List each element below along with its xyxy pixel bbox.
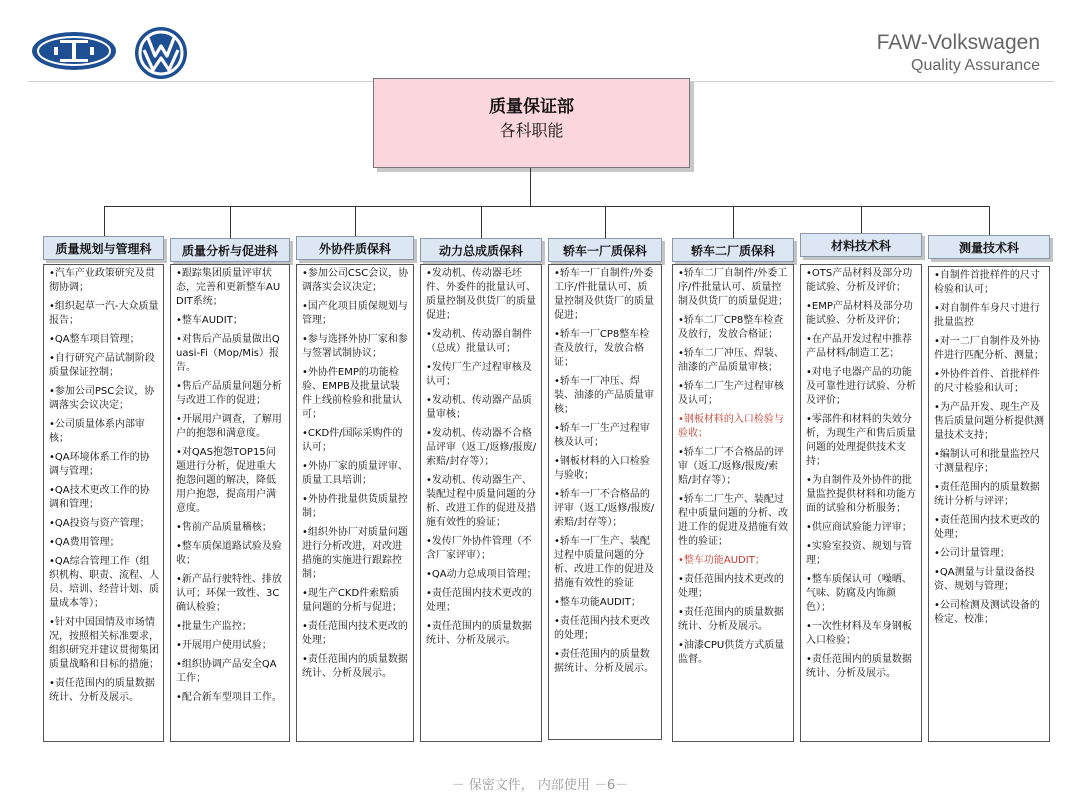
responsibility-item: •轿车一厂CP8整车检查及放行，发放合格证； xyxy=(554,329,650,368)
responsibility-item: •责任范围内技术更改的处理； xyxy=(554,616,650,641)
responsibility-item: •CKD件/国际采购件的认可； xyxy=(302,428,403,453)
dept-header: 轿车二厂质保科 xyxy=(672,238,794,262)
responsibility-item: •对一二厂自制件及外协件进行匹配分析、测量； xyxy=(934,336,1044,361)
responsibility-item: •QA投资与资产管理； xyxy=(49,518,150,529)
responsibility-item: •组织起草一汽-大众质量报告； xyxy=(49,301,159,326)
connector-drop xyxy=(605,206,606,238)
responsibility-item: •一次性材料及车身钢板入口检验； xyxy=(806,621,912,646)
responsibility-item: •发动机、传动器产品质量审核； xyxy=(426,395,532,420)
responsibility-item: •自制件首批样件的尺寸检验和认可； xyxy=(934,270,1040,295)
dept-body xyxy=(420,264,542,742)
responsibility-item: •零部件和材料的失效分析，为现生产和售后质量问题的处理提供技术支持； xyxy=(806,414,916,467)
responsibility-item: •责任范围内技术更改的处理； xyxy=(678,574,784,599)
responsibility-item: •自行研究产品试制阶段质量保证控制； xyxy=(49,353,155,378)
responsibility-item: •编制认可和批量监控尺寸测量程序； xyxy=(934,449,1040,474)
brand-name: FAW-Volkswagen xyxy=(876,31,1040,54)
responsibility-item: •QA测量与计量设备投资、规划与管理； xyxy=(934,567,1035,592)
responsibility-item: •轿车一厂生产过程审核及认可； xyxy=(554,423,650,448)
responsibility-item: •实验室投资、规划与管理； xyxy=(806,541,912,566)
responsibility-item: •售后产品质量问题分析与改进工作的促进； xyxy=(176,381,282,406)
responsibility-item: •发传厂外协件管理（不含厂家评审）； xyxy=(426,536,532,561)
responsibility-item: •责任范围内技术更改的处理； xyxy=(302,621,408,646)
responsibility-item: •参加公司PSC会议，协调落实会议决定； xyxy=(49,386,155,411)
responsibility-item: •轿车一厂不合格品的评审（返工/返修/报废/索赔/封存等）； xyxy=(554,489,655,528)
connector-drop xyxy=(104,206,105,236)
responsibility-item: •供应商试验能力评审； xyxy=(806,522,912,533)
connector-bus xyxy=(104,206,990,207)
responsibility-item: •对QAS抱怨TOP15问题进行分析，促进重大抱怨问题的解决，降低用户抱怨，提高用户满意度。 xyxy=(176,447,276,514)
responsibility-item: •发动机、传动器自制件（总成）批量认可； xyxy=(426,329,532,354)
dept-body xyxy=(170,264,290,742)
connector-drop xyxy=(230,206,231,238)
responsibility-item: •开展用户调查，了解用户的抱怨和满意度。 xyxy=(176,414,282,439)
department-head-title: 质量保证部 xyxy=(489,97,574,117)
dept-body xyxy=(800,264,922,742)
responsibility-item: •轿车二厂生产、装配过程中质量问题的分析、改进工作的促进及措施有效性的验证； xyxy=(678,494,788,547)
connector-drop xyxy=(861,206,862,233)
responsibility-item: •责任范围内的质量数据统计、分析及展示。 xyxy=(678,607,784,632)
responsibility-item: •发传厂生产过程审核及认可； xyxy=(426,362,532,387)
responsibility-item: •钢板材料的入口检验与验收； xyxy=(554,456,650,481)
responsibility-item: •发动机、传动器生产、装配过程中质量问题的分析、改进工作的促进及措施有效性的验证； xyxy=(426,475,536,528)
dept-header: 测量技术科 xyxy=(928,235,1050,259)
faw-logo xyxy=(30,30,118,72)
responsibility-item: •OTS产品材料及部分功能试验、分析及评价； xyxy=(806,268,913,293)
dept-header: 质量分析与促进科 xyxy=(170,238,290,262)
responsibility-item: •新产品行驶特性、排放认可；环保一致性、3C确认检验； xyxy=(176,574,282,613)
responsibility-item: •整车功能AUDIT； xyxy=(678,555,765,566)
responsibility-item: •批量生产监控； xyxy=(176,621,252,632)
responsibility-item: •针对中国国情及市场情况，按照相关标准要求，组织研究并建议贯彻集团质量战略和目标的措施； xyxy=(49,617,159,670)
dept-header: 质量规划与管理科 xyxy=(43,236,164,260)
responsibility-item: •发动机、传动器毛坯件、外委件的批量认可、质量控制及供货厂的质量促进； xyxy=(426,268,536,321)
responsibility-item: •公司质量体系内部审核； xyxy=(49,419,145,444)
responsibility-item: •轿车二厂CP8整车检查及放行，发放合格证； xyxy=(678,315,784,340)
connector-main xyxy=(530,168,531,206)
connector-drop xyxy=(733,206,734,238)
responsibility-item: •参与选择外协厂家和参与签署试制协议； xyxy=(302,334,408,359)
responsibility-item: •开展用户使用试验； xyxy=(176,640,272,651)
footer-text: － 保密文件， 内部使用 －6－ xyxy=(451,778,629,793)
responsibility-item: •QA动力总成项目管理； xyxy=(426,569,537,580)
department-head-box xyxy=(373,78,690,168)
responsibility-item: •责任范围内的质量数据统计、分析及展示。 xyxy=(554,649,654,674)
responsibility-item: •组织外协厂对质量问题进行分析改进，对改进措施的实施进行跟踪控制； xyxy=(302,527,408,580)
dept-body xyxy=(43,264,164,742)
responsibility-item: •责任范围内技术更改的处理； xyxy=(934,515,1040,540)
connector-drop xyxy=(989,206,990,235)
responsibility-item: •对电子电器产品的功能及可靠性进行试验、分析及评价； xyxy=(806,367,916,406)
responsibility-item: •轿车一厂自制件/外委工序/件批量认可、质量控制及供货厂的质量促进； xyxy=(554,268,654,321)
responsibility-item: •组织协调产品安全QA工作； xyxy=(176,659,277,684)
responsibility-item: •对售后产品质量做出Quasi-Fi（Mop/Mis）报告。 xyxy=(176,334,280,373)
responsibility-item: •钢板材料的入口检验与验收； xyxy=(678,414,784,439)
responsibility-item: •在产品开发过程中推荐产品材料/制造工艺； xyxy=(806,334,912,359)
responsibility-item: •责任范围内的质量数据统计、分析及展示。 xyxy=(806,654,912,679)
responsibility-item: •整车质保认可（噪晒、气味、防腐及内饰颜色）； xyxy=(806,574,912,613)
responsibility-item: •国产化项目质保规划与管理； xyxy=(302,301,408,326)
dept-header: 轿车一厂质保科 xyxy=(548,238,662,262)
responsibility-item: •参加公司CSC会议，协调落实会议决定； xyxy=(302,268,409,293)
responsibility-item: •轿车二厂不合格品的评审（返工/返修/报废/索赔/封存等）； xyxy=(678,447,784,486)
dept-body xyxy=(672,264,794,742)
responsibility-item: •轿车一厂冲压、焊装、油漆的产品质量审核； xyxy=(554,376,654,415)
dept-header: 材料技术科 xyxy=(800,233,922,257)
responsibility-item: •QA整车项目管理； xyxy=(49,334,140,345)
volkswagen-logo xyxy=(134,26,188,80)
responsibility-item: •发动机、传动器不合格品评审（返工/返修/报废/索赔/封存等）； xyxy=(426,428,537,467)
responsibility-item: •现生产CKD件索赔质量问题的分析与促进； xyxy=(302,588,402,613)
responsibility-item: •责任范围内的质量数据统计、分析及展示。 xyxy=(49,678,155,703)
responsibility-item: •轿车二厂自制件/外委工序/件批量认可、质量控制及供货厂的质量促进； xyxy=(678,268,788,307)
responsibility-item: •责任范围内的质量数据统计、分析及展示。 xyxy=(426,621,532,646)
responsibility-item: •外协件批量供货质量控制； xyxy=(302,494,408,519)
responsibility-item: •油漆CPU供货方式质量监督。 xyxy=(678,640,785,665)
responsibility-item: •为自制件及外协件的批量监控提供材料和功能方面的试验和分析服务； xyxy=(806,475,916,514)
responsibility-item: •跟踪集团质量评审状态，完善和更新整车AUDIT系统； xyxy=(176,268,281,307)
responsibility-item: •责任范围内的质量数据统计、分析及展示。 xyxy=(302,654,408,679)
responsibility-item: •汽车产业政策研究及贯彻协调； xyxy=(49,268,155,293)
dept-header: 动力总成质保科 xyxy=(420,238,542,262)
department-head-subtitle: 各科职能 xyxy=(499,121,564,140)
brand-block xyxy=(877,30,1040,76)
responsibility-item: •公司检测及测试设备的检定、校准； xyxy=(934,600,1040,625)
responsibility-item: •外协厂家的质量评审、质量工具培训； xyxy=(302,461,408,486)
responsibility-item: •外协件EMP的功能检验、EMPB及批量试装件上线前检验和批量认可； xyxy=(302,367,402,420)
connector-drop xyxy=(355,206,356,236)
responsibility-item: •QA费用管理； xyxy=(49,537,120,548)
responsibility-item: •轿车一厂生产、装配过程中质量问题的分析、改进工作的促进及措施有效性的验证 xyxy=(554,536,654,589)
responsibility-item: •整车AUDIT； xyxy=(176,315,243,326)
responsibility-item: •QA综合管理工作（组织机构、职责、流程、人员、培训、经营计划、质量成本等）； xyxy=(49,556,159,609)
responsibility-item: •责任范围内技术更改的处理； xyxy=(426,588,532,613)
responsibility-item: •售前产品质量稽核； xyxy=(176,522,272,533)
responsibility-item: •EMP产品材料及部分功能试验、分析及评价； xyxy=(806,301,913,326)
dept-body xyxy=(296,264,414,742)
responsibility-item: •整车功能AUDIT； xyxy=(554,597,641,608)
responsibility-item: •公司计量管理； xyxy=(934,548,1010,559)
responsibility-item: •整车质保道路试验及验收； xyxy=(176,541,282,566)
responsibility-item: •QA环境体系工作的协调与管理； xyxy=(49,452,150,477)
brand-subtitle: Quality Assurance xyxy=(911,57,1040,74)
connector-drop xyxy=(481,206,482,238)
dept-body xyxy=(548,264,662,740)
responsibility-item: •对自制件车身尺寸进行批量监控 xyxy=(934,303,1040,328)
responsibility-item: •责任范围内的质量数据统计分析与评评； xyxy=(934,482,1040,507)
responsibility-item: •配合新车型项目工作。 xyxy=(176,692,282,703)
dept-body xyxy=(928,266,1050,742)
responsibility-item: •轿车二厂生产过程审核及认可； xyxy=(678,381,784,406)
dept-header: 外协件质保科 xyxy=(296,236,414,260)
responsibility-item: •外协件首件、首批样件的尺寸检验和认可； xyxy=(934,369,1040,394)
responsibility-item: •轿车二厂冲压、焊装、油漆的产品质量审核； xyxy=(678,348,784,373)
responsibility-item: •QA技术更改工作的协调和管理； xyxy=(49,485,150,510)
responsibility-item: •为产品开发、现生产及售后质量问题分析提供测量技术支持； xyxy=(934,402,1044,441)
